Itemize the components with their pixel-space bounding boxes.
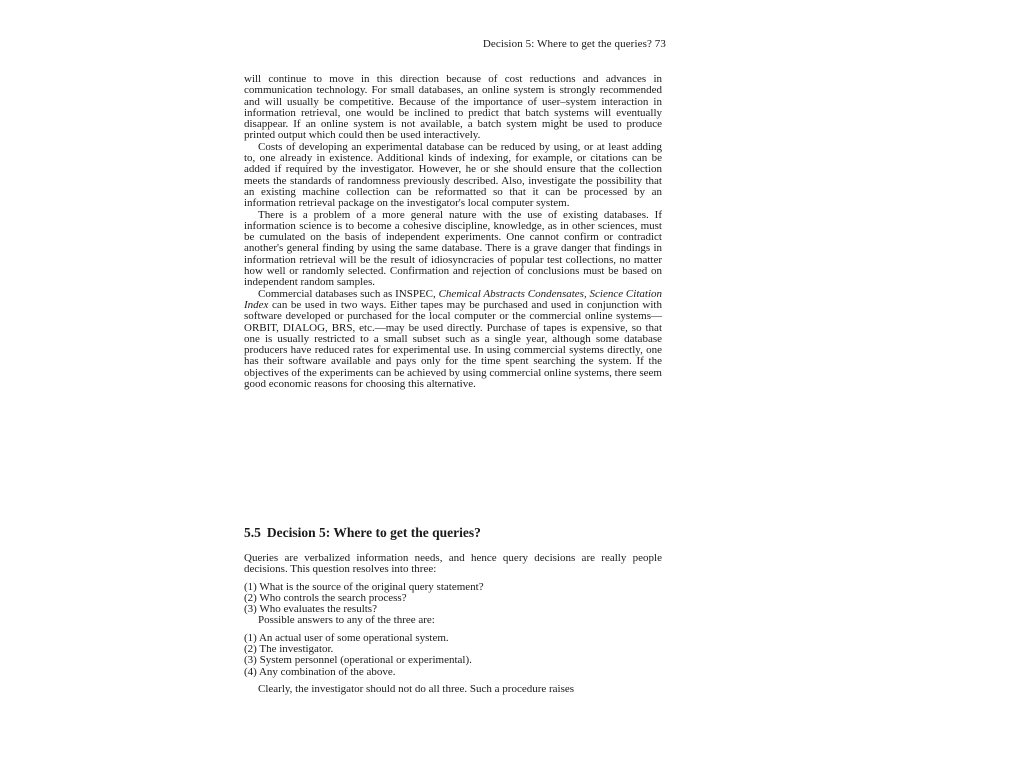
list-item: (1) An actual user of some operational system. — [244, 631, 449, 644]
list-item: (1) What is the source of the original query statement? — [244, 580, 484, 593]
list-item: (3) Who evaluates the results? — [244, 603, 377, 616]
paragraph-commercial-databases — [244, 289, 662, 391]
list-item: (2) The investigator. — [244, 643, 334, 656]
paragraph-existing-databases: There is a problem of a more general nature with the use of existing databases. If information science is to become a cohesive discipline, knowledge, as in other sciences, must be cumulated on the basis of independent experiments. One cannot confirm or contradict another's general finding by using the same database. There is a grave danger that findings in information retrieval will be the result of idiosyncracies of popular test collections, no matter how well or randomly selected. Confirmation and rejection of conclusions must be based on independent random samples. — [244, 208, 662, 289]
closing-line: Clearly, the investigator should not do all three. Such a procedure raises — [258, 682, 575, 695]
section-intro: Queries are verbalized information needs, and hence query decisions are really people decisions. This question resolves into three: — [244, 552, 662, 576]
questions-list — [244, 582, 662, 616]
section-heading — [244, 525, 481, 541]
paragraph-costs: Costs of developing an experimental database can be reduced by using, or at least adding to, one already in existence. Additional kinds of indexing, for example, or citations can be added if required by the investigator. However, he or she should ensure that the collection meets the standards of randomness previously described. Also, investigate the possibility that an existing machine collection can be reformatted so that it can be processed by an information retrieval package on the investigator's local computer system. — [244, 140, 662, 210]
list-item: (3) System personnel (operational or experimental). — [244, 654, 472, 667]
list-item: (4) Any combination of the above. — [244, 665, 396, 678]
section-body — [244, 553, 662, 695]
book-page — [244, 0, 668, 768]
section-number: 5.5 — [244, 525, 261, 540]
answers-intro: Possible answers to any of the three are: — [258, 614, 435, 627]
answers-list — [244, 633, 662, 678]
paragraph-continuation: will continue to move in this direction because of cost reductions and advances in communication technology. For small databases, an online system is strongly recommended and will usually be competitive. Because of the importance of user–system interaction in information retrieval, one would be inclined to predict that batch systems will eventually disappear. If an online system is not available, a batch system might be used to produce printed output which could then be used interactively. — [244, 73, 662, 142]
running-head: Decision 5: Where to get the queries? 73 — [482, 38, 666, 50]
para4-rest: can be used in two ways. Either tapes may be purchased and used in conjunction with software developed or purchased for the local computer or the commercial online systems—ORBIT, DIALOG, BRS, etc.—may be used directly. Purchase of tapes is expensive, so that one is usually restricted to a small subset such as a single year, although some database producers have reduced rates for experimental use. In using commercial systems directly, one has their software available and pays only for the time spent searching the system. If the objectives of the experiments can be achieved by using commercial online systems, there seem good economic reasons for choosing this alternative. — [244, 298, 662, 391]
list-item: (2) Who controls the search process? — [244, 591, 407, 604]
para4-lead: Commercial databases such as INSPEC, — [258, 287, 439, 300]
para4-italic-titles: Chemical Abstracts Condensates, Science Citation Index — [244, 287, 662, 311]
body-text — [244, 74, 662, 390]
section-title: Decision 5: Where to get the queries? — [266, 525, 481, 540]
